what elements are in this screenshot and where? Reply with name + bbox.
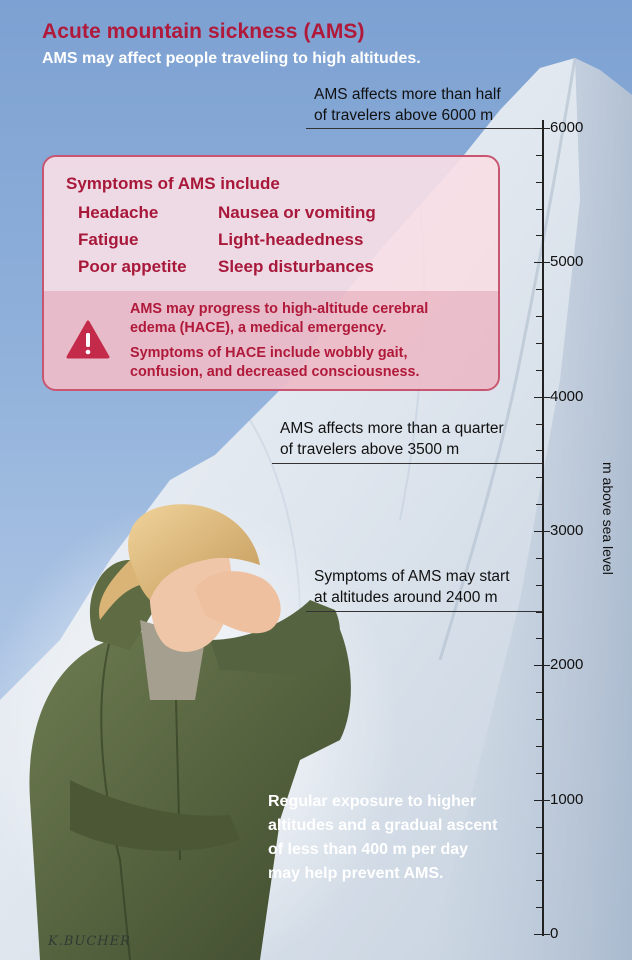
minor-tick	[536, 504, 542, 505]
callout-6000	[314, 84, 501, 126]
minor-tick	[536, 450, 542, 451]
minor-tick	[536, 719, 542, 720]
callout-3500-leader	[272, 463, 542, 464]
callout-6000-leader	[306, 128, 542, 129]
altitude-label-1000: 1000	[550, 790, 584, 808]
symptom-poor-appetite: Poor appetite	[78, 257, 187, 276]
symptom-sleep-disturbances: Sleep disturbances	[218, 257, 374, 276]
minor-tick	[536, 209, 542, 210]
minor-tick	[536, 692, 542, 693]
hace-line-3: Symptoms of HACE include wobbly gait,	[130, 345, 408, 361]
minor-tick	[536, 638, 542, 639]
major-tick	[534, 531, 550, 532]
prevention-line-4: may help prevent AMS.	[268, 865, 444, 882]
prevention-line-1: Regular exposure to higher	[268, 793, 477, 810]
minor-tick	[536, 182, 542, 183]
minor-tick	[536, 880, 542, 881]
major-tick	[534, 665, 550, 666]
symptom-nausea: Nausea or vomiting	[218, 203, 376, 222]
minor-tick	[536, 235, 542, 236]
major-tick	[534, 128, 550, 129]
minor-tick	[536, 477, 542, 478]
altitude-label-6000: 6000	[550, 119, 584, 136]
minor-tick	[536, 343, 542, 344]
warning-triangle-icon	[66, 320, 110, 360]
major-tick	[534, 800, 550, 801]
major-tick	[534, 934, 550, 935]
minor-tick	[536, 289, 542, 290]
symptoms-box	[42, 155, 500, 391]
altitude-scale-line	[542, 120, 544, 936]
altitude-label-2000: 2000	[550, 656, 584, 674]
prevention-note	[268, 790, 497, 886]
minor-tick	[536, 853, 542, 854]
page-subtitle: AMS may affect people traveling to high altitudes.	[42, 50, 421, 67]
minor-tick	[536, 370, 542, 371]
altitude-label-0: 0	[550, 925, 559, 942]
minor-tick	[536, 585, 542, 586]
callout-2400	[314, 566, 510, 608]
callout-2400-line1: Symptoms of AMS may start	[314, 568, 510, 585]
altitude-axis-label: m above sea level	[600, 462, 616, 575]
major-tick	[534, 262, 550, 263]
callout-3500	[280, 418, 504, 460]
callout-2400-leader	[306, 611, 542, 612]
prevention-line-3: of less than 400 m per day	[268, 841, 469, 858]
symptoms-heading: Symptoms of AMS include	[66, 174, 280, 193]
symptom-light-headedness: Light-headedness	[218, 230, 364, 249]
minor-tick	[536, 316, 542, 317]
minor-tick	[536, 155, 542, 156]
callout-3500-line1: AMS affects more than a quarter	[280, 420, 504, 437]
page-title: Acute mountain sickness (AMS)	[42, 20, 365, 43]
minor-tick	[536, 773, 542, 774]
artist-signature: K.BUCHER	[48, 934, 131, 949]
minor-tick	[536, 907, 542, 908]
callout-6000-line2: of travelers above 6000 m	[314, 107, 494, 124]
minor-tick	[536, 612, 542, 613]
altitude-label-4000: 4000	[550, 387, 584, 405]
hace-line-2: edema (HACE), a medical emergency.	[130, 320, 387, 336]
callout-3500-line2: of travelers above 3500 m	[280, 441, 460, 458]
callout-2400-line2: at altitudes around 2400 m	[314, 589, 498, 606]
minor-tick	[536, 558, 542, 559]
minor-tick	[536, 424, 542, 425]
hace-line-4: confusion, and decreased consciousness.	[130, 364, 420, 380]
symptom-headache: Headache	[78, 203, 159, 222]
prevention-line-2: altitudes and a gradual ascent	[268, 817, 498, 834]
callout-6000-line1: AMS affects more than half	[314, 86, 501, 103]
altitude-label-5000: 5000	[550, 253, 584, 271]
minor-tick	[536, 746, 542, 747]
hace-line-1: AMS may progress to high-altitude cerebral	[130, 301, 429, 317]
symptom-fatigue: Fatigue	[78, 230, 139, 249]
minor-tick	[536, 827, 542, 828]
altitude-label-3000: 3000	[550, 522, 584, 539]
major-tick	[534, 397, 550, 398]
